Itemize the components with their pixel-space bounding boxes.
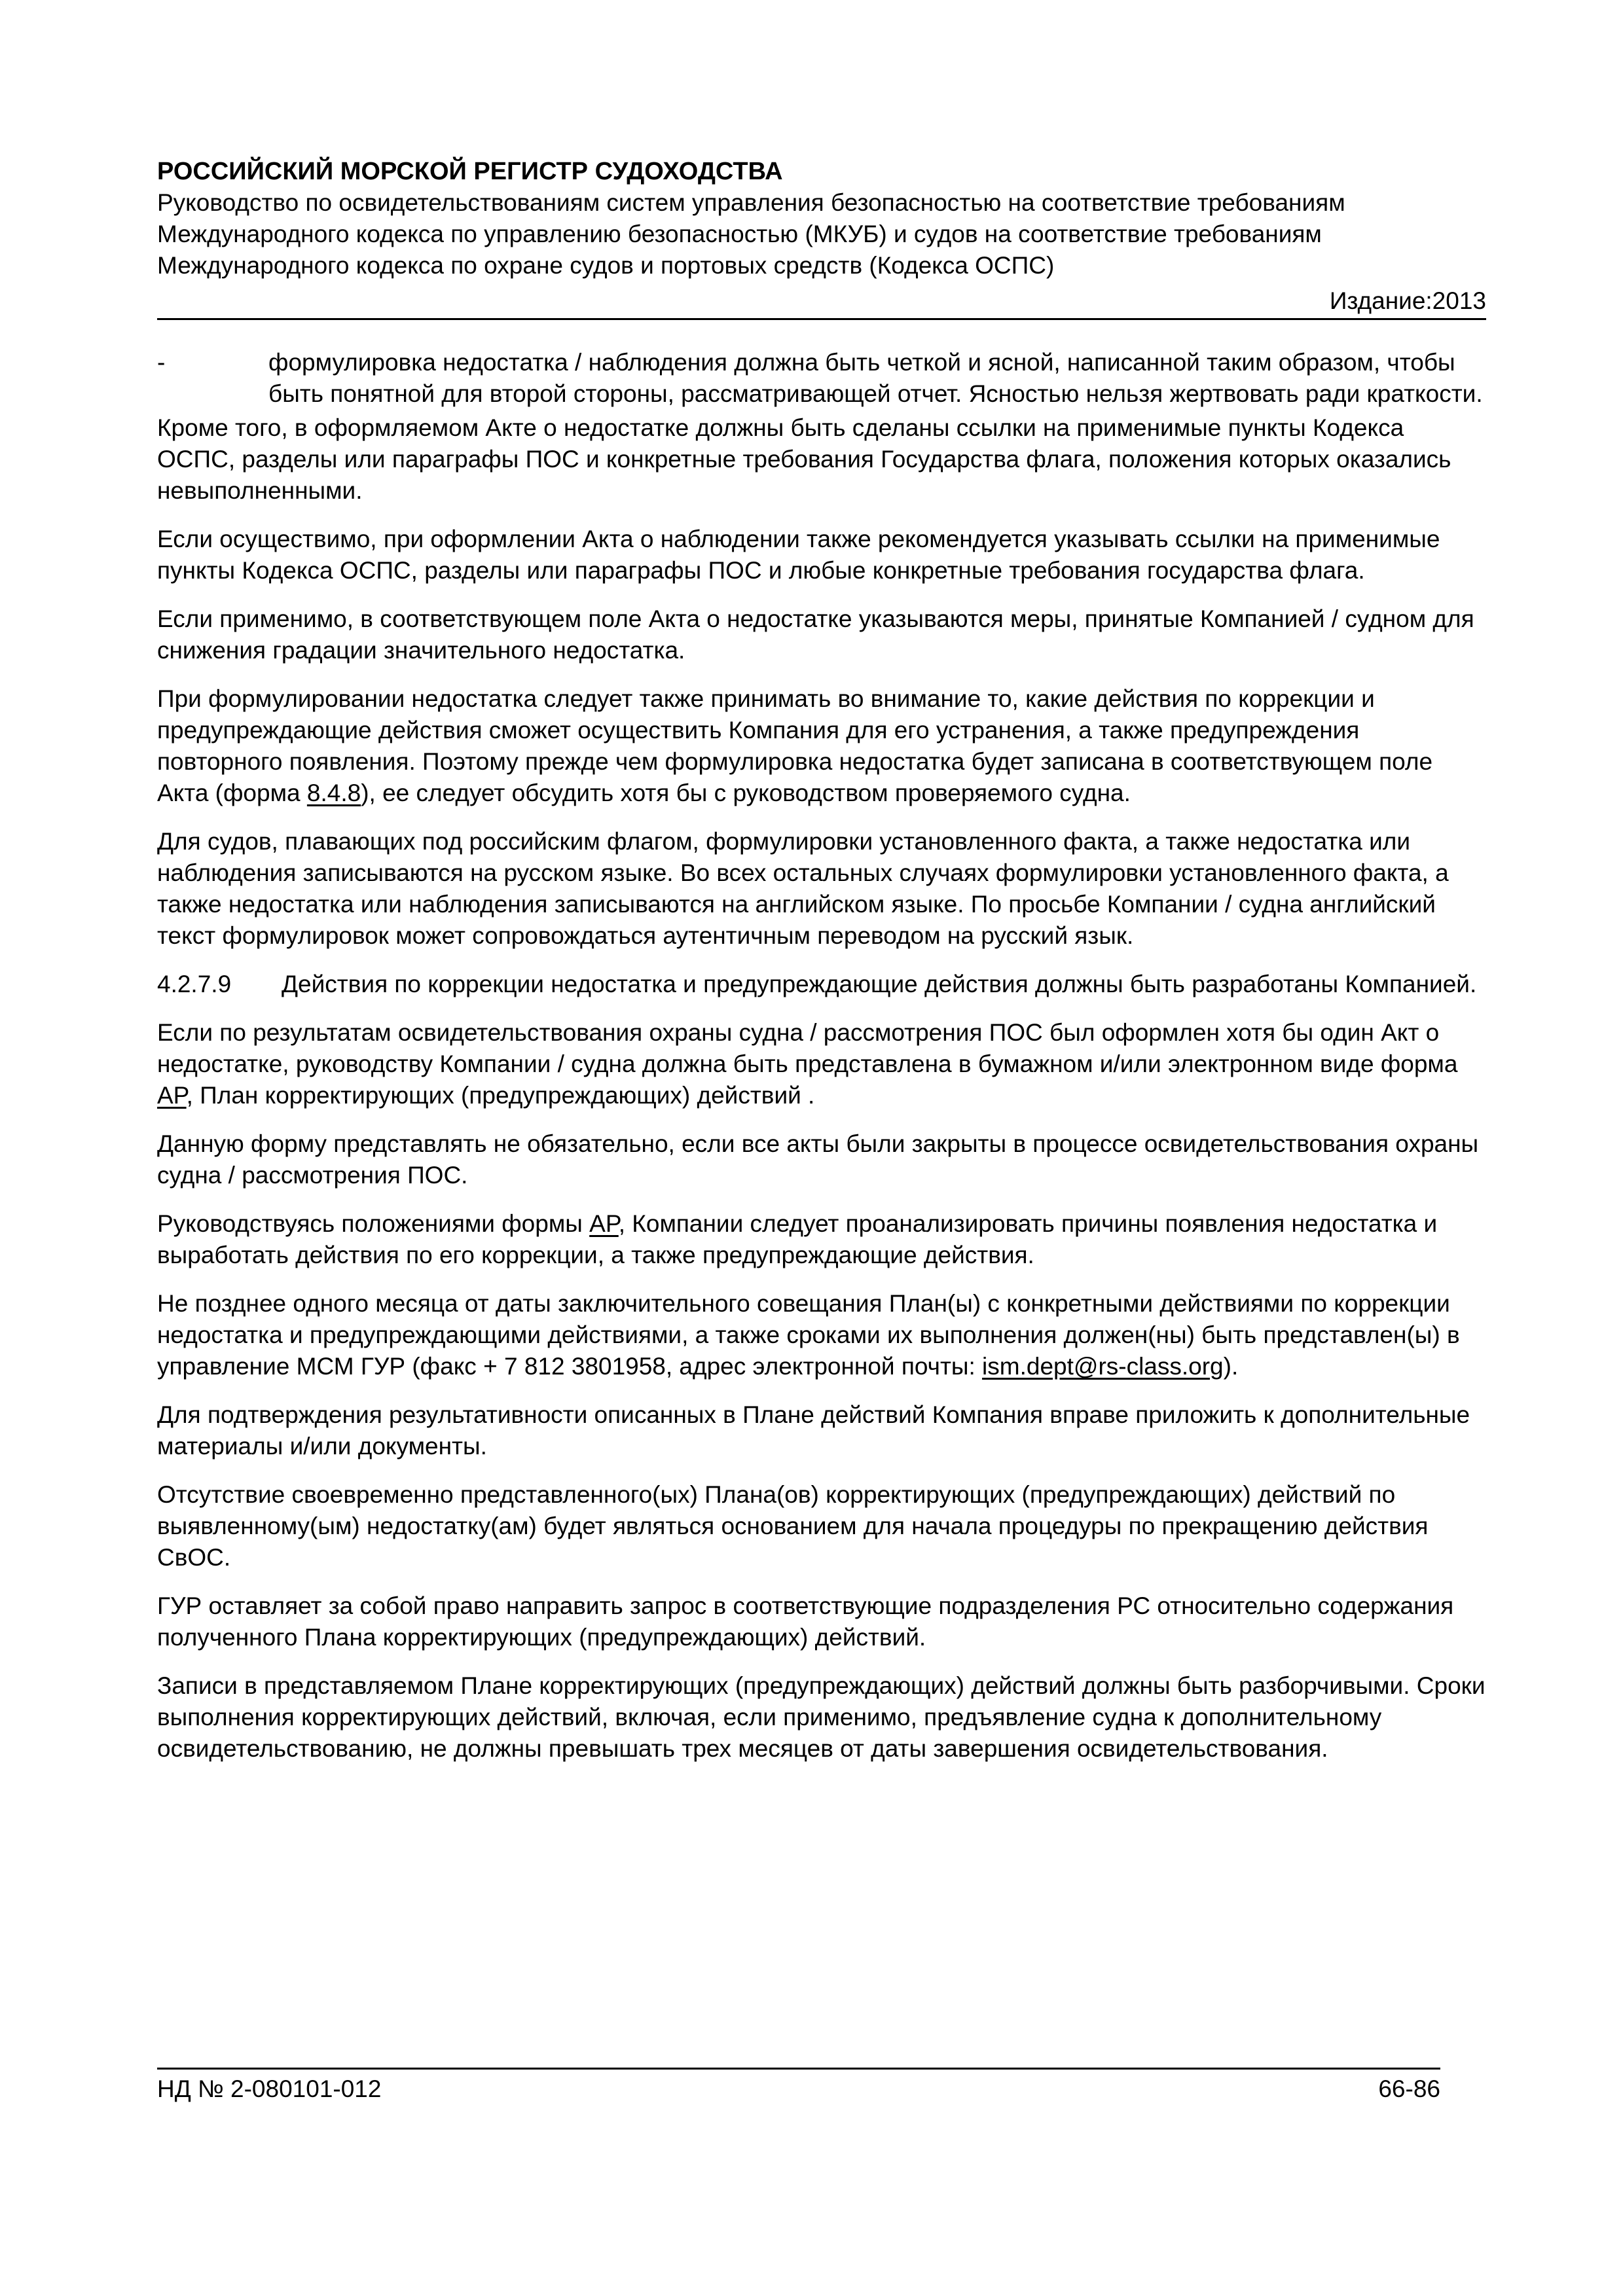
- paragraph-analysis-tail: , Компании следует проанализировать причины появления недостатка и выработать действия по его коррекции, а также предупреждающие действия.: [157, 1210, 1438, 1268]
- form-8-4-8-link[interactable]: 8.4.8: [306, 780, 361, 806]
- section-4-2-7-9: [157, 969, 1486, 1000]
- bullet-text: формулировка недостатка / наблюдения должна быть четкой и ясной, написанной таким образом, чтобы быть понятной для второй стороны, рассматривающей отчет. Ясностью нельзя жертвовать ради краткости.: [268, 349, 1483, 407]
- footer-divider: [157, 2068, 1440, 2070]
- paragraph-deadline-text: Не позднее одного месяца от даты заключительного совещания План(ы) с конкретными действиями по коррекции недостатка и предупреждающими действиями, а также сроками их выполнения должен(ны) быть представлен(ы) в управление МСМ ГУР (факс + 7 812 3801958, адрес электронной почты:: [157, 1290, 1460, 1380]
- paragraph-form-ap: [157, 1017, 1486, 1111]
- paragraph-records: Записи в представляемом Плане корректирующих (предупреждающих) действий должны быть разборчивыми. Сроки выполнения корректирующих действий, включая, если применимо, предъявление судна к дополнительному освидетельствованию, не должны превышать трех месяцев от даты завершения освидетельствования.: [157, 1672, 1486, 1762]
- section-text: Действия по коррекции недостатка и предупреждающие действия должны быть разработаны Компанией.: [282, 971, 1477, 997]
- document-number: НД № 2-080101-012: [157, 2075, 382, 2102]
- document-subtitle: Руководство по освидетельствованиям систем управления безопасностью на соответствие требованиям Международного кодекса по управлению безопасностью (МКУБ) и судов на соответствие требованиям Международного кодекса по охране судов и портовых средств (Кодекса ОСПС): [157, 189, 1345, 279]
- paragraph-measures: Если применимо, в соответствующем поле Акта о недостатке указываются меры, принятые Компанией / судном для снижения градации значительного недостатка.: [157, 605, 1474, 664]
- paragraph-deadline: [157, 1288, 1486, 1382]
- paragraph-formulation: [157, 683, 1486, 809]
- paragraph-formulation-tail: ), ее следует обсудить хотя бы с руководством проверяемого судна.: [361, 780, 1131, 806]
- paragraph-analysis-text: Руководствуясь положениями формы: [157, 1210, 590, 1237]
- page-body: [157, 347, 1486, 1782]
- bullet-dash: -: [157, 349, 166, 376]
- email-link[interactable]: ism.dept@rs-class.org: [982, 1353, 1224, 1380]
- paragraph-optional-form: Данную форму представлять не обязательно, если все акты были закрыты в процессе освидетельствования охраны судна / рассмотрения ПОС.: [157, 1130, 1479, 1189]
- paragraph-form-ap-text: Если по результатам освидетельствования охраны судна / рассмотрения ПОС был оформлен хотя бы один Акт о недостатке, руководству Компании / судна должна быть представлена в бумажном и/или электронном виде форма: [157, 1019, 1458, 1077]
- bullet-item: [157, 347, 1486, 410]
- header-divider: [157, 318, 1486, 320]
- page-footer: [157, 2073, 1440, 2105]
- paragraph-supporting-materials: Для подтверждения результативности описанных в Плане действий Компания вправе приложить к дополнительные материалы и/или документы.: [157, 1401, 1470, 1460]
- paragraph-language: Для судов, плавающих под российским флагом, формулировки установленного факта, а также недостатка или наблюдения записываются на русском языке. Во всех остальных случаях формулировки установленного факта, а также недостатка или наблюдения записываются на английском языке. По просьбе Компании / судна английский текст формулировок может сопровождаться аутентичным переводом на русский язык.: [157, 828, 1449, 949]
- paragraph-analysis: [157, 1208, 1486, 1271]
- page-header: [157, 156, 1486, 320]
- paragraph-observation-references: Если осуществимо, при оформлении Акта о наблюдении также рекомендуется указывать ссылки на применимые пункты Кодекса ОСПС, разделы или параграфы ПОС и любые конкретные требования государства флага.: [157, 526, 1440, 584]
- paragraph-gur-right: ГУР оставляет за собой право направить запрос в соответствующие подразделения РС относительно содержания полученного Плана корректирующих (предупреждающих) действий.: [157, 1592, 1454, 1651]
- form-ap-link-2[interactable]: AP: [589, 1210, 619, 1237]
- paragraph-formulation-text: При формулировании недостатка следует также принимать во внимание то, какие действия по коррекции и предупреждающие действия сможет осуществить Компания для его устранения, а также предупреждения повторного появления. Поэтому прежде чем формулировка недостатка будет записана в соответствующем поле Акта (форма: [157, 685, 1433, 806]
- paragraph-absence-of-plan: Отсутствие своевременно представленного(ых) Плана(ов) корректирующих (предупреждающих) действий по выявленному(ым) недостатку(ам) будет являться основанием для начала процедуры по прекращению действия СвОС.: [157, 1481, 1429, 1571]
- section-number: 4.2.7.9: [157, 971, 232, 997]
- form-ap-link[interactable]: AP: [157, 1082, 187, 1109]
- page-number: 66-86: [1378, 2075, 1440, 2102]
- paragraph-deadline-tail: ).: [1223, 1353, 1239, 1380]
- organization-title: РОССИЙСКИЙ МОРСКОЙ РЕГИСТР СУДОХОДСТВА: [157, 158, 783, 185]
- paragraph-references: Кроме того, в оформляемом Акте о недостатке должны быть сделаны ссылки на применимые пункты Кодекса ОСПС, разделы или параграфы ПОС и конкретные требования Государства флага, положения которых оказались невыполненными.: [157, 414, 1451, 504]
- paragraph-form-ap-tail: , План корректирующих (предупреждающих) действий .: [186, 1082, 815, 1109]
- edition-label: Издание:2013: [1329, 287, 1486, 314]
